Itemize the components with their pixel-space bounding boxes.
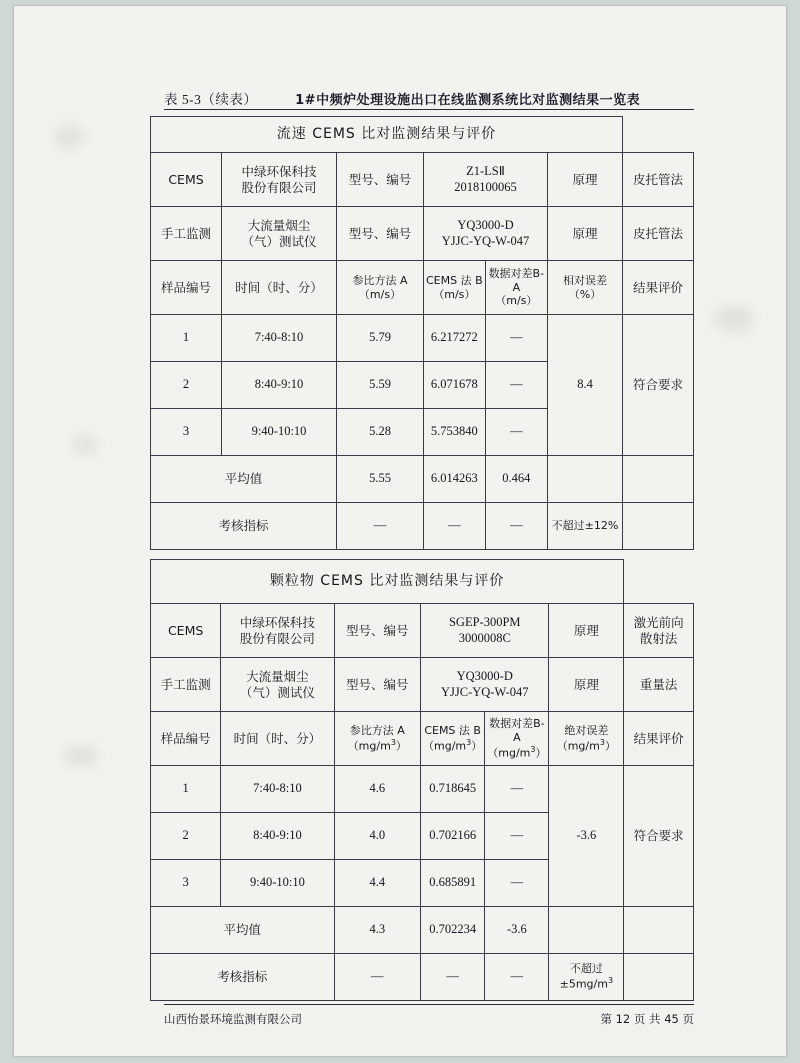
table-row-section-title (151, 117, 694, 153)
manual-principle-label: 原理 (548, 207, 623, 261)
cems-principle-label: 原理 (549, 604, 624, 658)
cell-time: 9:40-10:10 (222, 409, 337, 456)
cell-sample: 3 (151, 409, 222, 456)
average-label: 平均值 (151, 907, 335, 954)
cell-diff: — (485, 813, 549, 860)
average-b: 0.702234 (421, 907, 485, 954)
cell-rel-err: 8.4 (548, 315, 623, 456)
table-number: 表 5-3（续表） (164, 92, 258, 107)
section1-title: 流速 CEMS 比对监测结果与评价 (151, 117, 623, 153)
col-header-method-a: 参比方法 A （m/s） (337, 261, 424, 315)
col-header-eval: 结果评价 (624, 712, 694, 766)
manual-principle-value: 重量法 (624, 658, 694, 712)
criteria-diff: — (485, 954, 549, 1001)
scan-artifact (72, 436, 98, 454)
criteria-b: — (421, 954, 485, 1001)
average-a: 5.55 (337, 456, 424, 503)
criteria-a: — (334, 954, 420, 1001)
table-row (151, 315, 694, 362)
average-b: 6.014263 (424, 456, 486, 503)
cell-method-b: 0.702166 (421, 813, 485, 860)
page-header (164, 88, 694, 108)
cell-diff: — (485, 362, 547, 409)
cell-method-a: 5.79 (337, 315, 424, 362)
scan-artifact (54, 126, 84, 148)
cell-method-a: 5.59 (337, 362, 424, 409)
col-header-sample: 样品编号 (151, 261, 222, 315)
criteria-rel: 不超过±12% (548, 503, 623, 550)
cems-model-label: 型号、编号 (334, 604, 420, 658)
cell-method-b: 6.071678 (424, 362, 486, 409)
col-header-method-b: CEMS 法 B （m/s） (424, 261, 486, 315)
criteria-a: — (337, 503, 424, 550)
table-row-section-title (151, 560, 694, 604)
cell-method-b: 5.753840 (424, 409, 486, 456)
cell-abs-err: -3.6 (549, 766, 624, 907)
criteria-label: 考核指标 (151, 954, 335, 1001)
cell-time: 8:40-9:10 (222, 362, 337, 409)
table-header-row (151, 712, 694, 766)
cell-diff: — (485, 409, 547, 456)
manual-principle-label: 原理 (549, 658, 624, 712)
cell-time: 9:40-10:10 (221, 860, 334, 907)
cell-sample: 1 (151, 766, 221, 813)
col-header-time: 时间（时、分） (221, 712, 334, 766)
table-header-row (151, 261, 694, 315)
section2-title: 颗粒物 CEMS 比对监测结果与评价 (151, 560, 624, 604)
cell-sample: 3 (151, 860, 221, 907)
cell-time: 7:40-8:10 (222, 315, 337, 362)
footer-rule (164, 1004, 694, 1005)
cems-company: 中绿环保科技 股份有限公司 (222, 153, 337, 207)
cell-method-a: 5.28 (337, 409, 424, 456)
page-title: 1#中频炉处理设施出口在线监测系统比对监测结果一览表 (295, 93, 641, 108)
average-eval (624, 907, 694, 954)
cell-method-a: 4.0 (334, 813, 420, 860)
criteria-label: 考核指标 (151, 503, 337, 550)
cems-model-value: SGEP-300PM 3000008C (421, 604, 549, 658)
criteria-eval (624, 954, 694, 1001)
scan-artifact (714, 306, 754, 332)
manual-model-value: YQ3000-D YJJC-YQ-W-047 (424, 207, 548, 261)
col-header-method-b: CEMS 法 B $(mg/m^3)$ (421, 712, 485, 766)
table-row (151, 153, 694, 207)
col-header-rel-err: 相对误差 （%） (548, 261, 623, 315)
cell-sample: 2 (151, 362, 222, 409)
col-header-sample: 样品编号 (151, 712, 221, 766)
average-label: 平均值 (151, 456, 337, 503)
manual-model-label: 型号、编号 (337, 207, 424, 261)
table-row (151, 658, 694, 712)
cell-eval: 符合要求 (623, 315, 694, 456)
col-header-abs-err: 绝对误差 $(mg/m^3)$ (549, 712, 624, 766)
table-row-average (151, 907, 694, 954)
col-header-time: 时间（时、分） (222, 261, 337, 315)
cell-eval: 符合要求 (624, 766, 694, 907)
footer-page-number: 第 12 页 共 45 页 (600, 1012, 694, 1026)
cell-method-a: 4.6 (334, 766, 420, 813)
particulate-table (150, 559, 694, 1001)
average-eval (623, 456, 694, 503)
cell-sample: 2 (151, 813, 221, 860)
average-abs (549, 907, 624, 954)
average-diff: 0.464 (485, 456, 547, 503)
table-row (151, 604, 694, 658)
criteria-abs: 不超过$\pm 5mg/m^3$ (549, 954, 624, 1001)
cems-model-label: 型号、编号 (337, 153, 424, 207)
cems-label: CEMS (151, 153, 222, 207)
cell-diff: — (485, 315, 547, 362)
cems-principle-value: 激光前向 散射法 (624, 604, 694, 658)
col-header-diff: 数据对差B-A （m/s） (485, 261, 547, 315)
manual-model-value: YQ3000-D YJJC-YQ-W-047 (421, 658, 549, 712)
cems-model-value: Z1-LSⅡ 2018100065 (424, 153, 548, 207)
cems-company: 中绿环保科技 股份有限公司 (221, 604, 334, 658)
table-row (151, 766, 694, 813)
manual-instrument: 大流量烟尘 （气）测试仪 (222, 207, 337, 261)
criteria-b: — (424, 503, 486, 550)
cell-diff: — (485, 860, 549, 907)
col-header-eval: 结果评价 (623, 261, 694, 315)
header-rule (164, 109, 694, 110)
flow-velocity-table (150, 116, 694, 550)
document-page (14, 6, 786, 1056)
manual-principle-value: 皮托管法 (623, 207, 694, 261)
cell-diff: — (485, 766, 549, 813)
cems-principle-label: 原理 (548, 153, 623, 207)
manual-label: 手工监测 (151, 658, 221, 712)
cell-method-a: 4.4 (334, 860, 420, 907)
manual-instrument: 大流量烟尘 （气）测试仪 (221, 658, 334, 712)
average-rel (548, 456, 623, 503)
table-row (151, 207, 694, 261)
cell-method-b: 0.685891 (421, 860, 485, 907)
table-row-criteria (151, 954, 694, 1001)
cell-method-b: 0.718645 (421, 766, 485, 813)
scan-artifact (64, 746, 98, 766)
average-a: 4.3 (334, 907, 420, 954)
criteria-diff: — (485, 503, 547, 550)
table-row-criteria (151, 503, 694, 550)
manual-model-label: 型号、编号 (334, 658, 420, 712)
cems-label: CEMS (151, 604, 221, 658)
cell-method-b: 6.217272 (424, 315, 486, 362)
col-header-diff: 数据对差B-A $(mg/m^3)$ (485, 712, 549, 766)
footer-company: 山西怡景环境监测有限公司 (164, 1012, 302, 1026)
average-diff: -3.6 (485, 907, 549, 954)
cell-time: 7:40-8:10 (221, 766, 334, 813)
criteria-eval (623, 503, 694, 550)
table-row-average (151, 456, 694, 503)
col-header-method-a: 参比方法 A $(mg/m^3)$ (334, 712, 420, 766)
manual-label: 手工监测 (151, 207, 222, 261)
cell-sample: 1 (151, 315, 222, 362)
cems-principle-value: 皮托管法 (623, 153, 694, 207)
cell-time: 8:40-9:10 (221, 813, 334, 860)
